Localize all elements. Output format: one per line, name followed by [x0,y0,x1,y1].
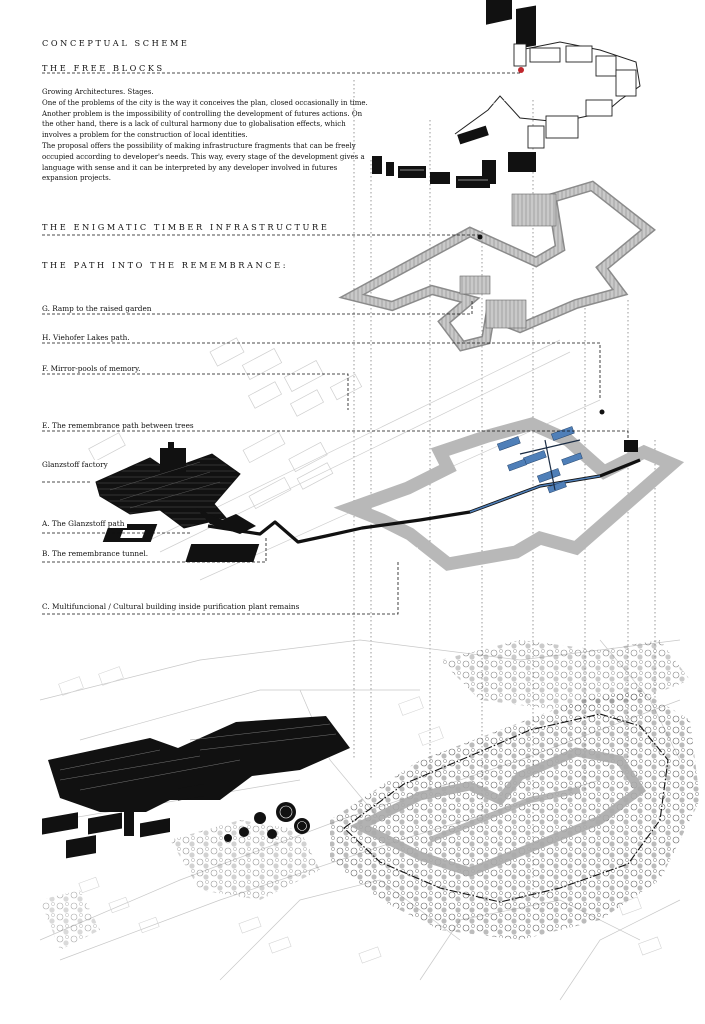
intro-paragraph: One of the problems of the city is the way it conceives the plan, closed occasionally in time. Another problem is the impossibility of controlling the development of futures actions. On the other hand, there is a lack of cultural harmony due to globalisation effects, which involves a problem for the construction of local identities. [42,98,368,140]
label-f-mirror-pools: F. Mirror-pools of memory. [42,364,143,373]
page-title: CONCEPTUAL SCHEME [42,38,190,48]
label-a-glanzstoff-path: A. The Glanzstoff path [42,519,127,528]
free-blocks-drawing [372,0,640,188]
timber-infrastructure-drawing [352,186,648,346]
label-g-ramp: G. Ramp to the raised garden [42,304,154,313]
intro-paragraph: The proposal offers the possibility of making infrastructure fragments that can be freely occupied according to developer's needs. This way, every stage of the development gives a language with sense and it can be interpreted by any developer involved in futures expansion projects. [42,141,365,183]
label-e-path-between-trees: E. The remembrance path between trees [42,421,197,430]
label-b-remembrance-tunnel: B. The remembrance tunnel. [42,549,151,558]
heading-free-blocks: THE FREE BLOCKS [42,63,165,73]
label-glanzstoff-factory: Glanzstoff factory [42,460,111,469]
site-plan-drawing [40,640,700,1000]
heading-path-remembrance: THE PATH INTO THE REMEMBRANCE: [42,260,289,270]
intro-paragraph: Growing Architectures. Stages. [42,88,154,96]
label-c-cultural-building: C. Multifuncional / Cultural building inside purification plant remains [42,602,302,611]
marker-dot [518,67,524,73]
label-h-lakes-path: H. Viehofer Lakes path. [42,333,133,342]
intro-text [42,87,368,184]
heading-timber-infrastructure: THE ENIGMATIC TIMBER INFRASTRUCTURE [42,222,330,232]
ramp-block [624,440,638,452]
